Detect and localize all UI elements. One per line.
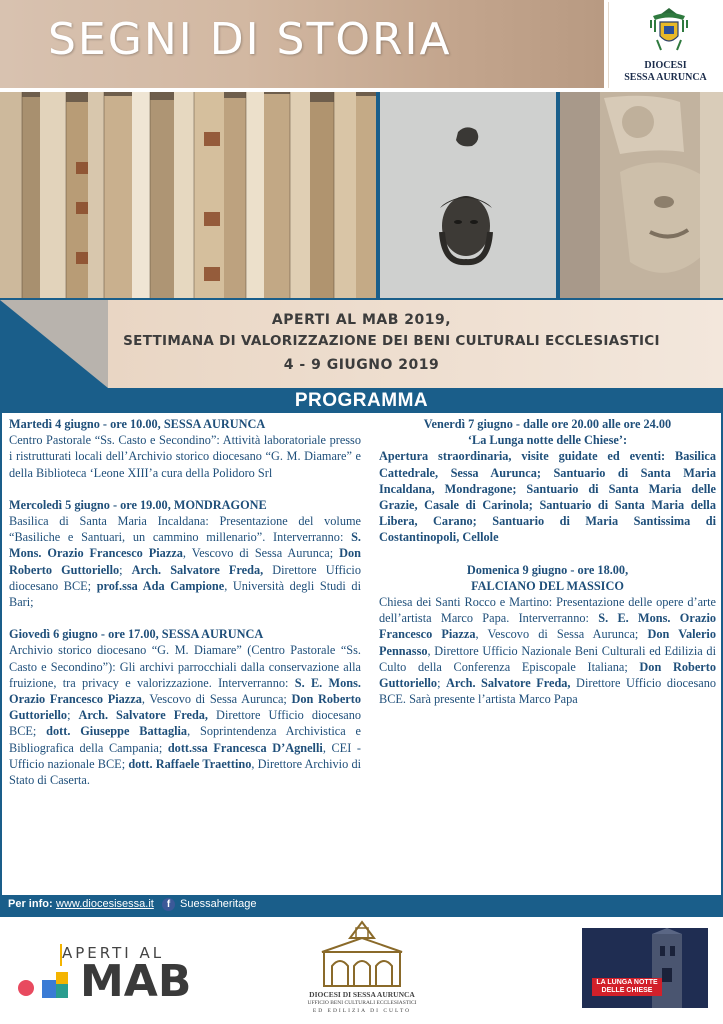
photo-stone-lion [560,92,723,298]
entry-highlight: Don Roberto Guttoriello [9,692,361,723]
diocese-name-line1: DIOCESI [644,60,687,71]
entry-text: , Vescovo di Sessa Aurunca; [141,692,292,707]
lunga-notte-logo [582,928,708,1008]
entry-highlight: prof.ssa Ada Campione [96,578,225,593]
entry-highlight: S. E. Mons. Orazio Francesco Piazza [9,675,362,707]
banner-title: APERTI AL MAB 2019, [271,312,452,328]
entry-heading: Domenica 9 giugno - ore 18.00, [466,562,629,577]
entry-text: , Direttore Ufficio Nazionale Beni Culturali ed Edilizia di Culto della Conferenza Episcopale Italiana; [379,643,716,674]
entry-body [379,448,716,545]
program-entry [9,416,361,481]
page-title: SEGNI DI STORIA [48,14,452,65]
banner-subtitle: SETTIMANA DI VALORIZZAZIONE DEI BENI CULTURALI ECCLESIASTICI [123,333,660,349]
program-left-column [9,416,361,804]
crest-icon [647,6,691,54]
entry-text: ; [437,676,447,691]
header [0,0,723,92]
facebook-icon[interactable]: f [162,898,175,911]
diocese-logo [608,2,721,88]
entry-text: , Università degli Studi di Bari; [9,578,361,610]
entry-highlight: Arch. Salvatore Freda, [78,708,209,723]
church-logo-line2: UFFICIO BENI CULTURALI ECCLESIASTICI [307,1000,417,1006]
title-band [0,0,604,88]
entry-text: Chiesa dei Santi Rocco e Martino: Presentazione delle opere d’arte dell’artista Marco Papa. Interverranno: [379,595,716,626]
program-entry [379,562,716,708]
lunga-notte-tag: LA LUNGA NOTTE DELLE CHIESE [592,978,662,996]
entry-body [379,594,716,707]
entry-highlight: Don Roberto Guttoriello [9,546,361,577]
entry-heading: Venerdì 7 giugno - dalle ore 20.00 alle ore 24.00 [423,417,672,431]
entry-highlight: dott. Raffaele Traettino [128,756,252,771]
program-title: PROGRAMMA [294,390,429,411]
entry-heading: Mercoledì 5 giugno - ore 19.00, MONDRAGONE [9,497,267,512]
entry-highlight: Apertura straordinaria, visite guidate ed eventi: Basilica Cattedrale, Sessa Aurunca; Santuario di Santa Maria Incaldana, Mondragone; Santuario di Santa Maria delle Grazie, Casale di Carinola; Santuario di Santa Maria della Libera, Carano; Santuario di Maria Santissima di Costantinopoli, Cellole [379,449,716,545]
program-right-column [379,416,716,723]
church-logo-line1: DIOCESI DI SESSA AURUNCA [309,990,415,999]
entry-highlight: dott.ssa Francesca D’Agnelli [167,740,323,755]
entry-highlight: S. Mons. Orazio Francesco Piazza [9,530,361,561]
entry-highlight: Don Roberto Guttoriello [379,659,716,691]
entry-subheading: FALCIANO DEL MASSICO [471,578,624,593]
entry-text: Direttore Ufficio diocesano BCE. Sarà presente l’artista Marco Papa [379,676,716,707]
entry-text: , CEI - Ufficio nazionale BCE; [9,740,361,771]
program-entry [379,416,716,546]
facebook-handle[interactable]: Suessaheritage [180,898,257,910]
entry-heading: Giovedì 6 giugno - ore 17.00, SESSA AURUNCA [9,627,264,642]
mab-logo-text: MAB [80,956,192,1007]
entry-text: , Vescovo di Sessa Aurunca; [475,627,648,642]
entry-highlight: Arch. Salvatore Freda, [446,676,571,691]
entry-heading: Martedì 4 giugno - ore 10.00, SESSA AURUNCA [9,417,266,431]
entry-body [9,432,361,481]
entry-text: Direttore Ufficio diocesano BCE; [9,708,361,739]
entry-body [9,642,361,788]
photo-strip [0,92,723,300]
church-logo [312,918,412,990]
info-label: Per info: [8,898,53,910]
entry-text: , Direttore Archivio di Stato di Caserta. [9,756,362,788]
photo-archive-books [0,92,376,298]
entry-subheading: ‘La Lunga notte delle Chiese’: [467,433,628,448]
entry-highlight: Don Valerio Pennasso [379,627,716,658]
church-logo-line3: ED EDILIZIA DI CULTO [312,1008,412,1014]
mab-logo-top: APERTI AL [62,944,165,962]
entry-highlight: S. E. Mons. Orazio Francesco Piazza [379,611,717,642]
entry-text: , Soprintendenza Archivistica e Bibliografica della Campania; [9,724,361,755]
photo-bronze-head [380,92,556,298]
entry-text: Direttore Ufficio diocesano BCE; [9,562,361,593]
diocese-name-line2: SESSA AURUNCA [624,72,707,83]
banner-dates: 4 - 9 GIUGNO 2019 [283,357,440,373]
entry-text: ; [119,562,132,577]
entry-text: , Vescovo di Sessa Aurunca; [182,546,340,561]
website-link[interactable]: www.diocesisessa.it [56,898,154,910]
entry-highlight: dott. Giuseppe Battaglia [46,724,188,739]
entry-text: ; [67,708,79,723]
entry-body [9,513,361,610]
entry-text: Centro Pastorale “Ss. Casto e Secondino”: Attività laboratoriale presso i ristrutturati locali dell’Archivio storico diocesano “G. M. Diamare” e della Biblioteca ‘Leone XIII’a cura della Polidoro Srl [9,433,361,480]
program-entry [9,626,361,788]
program-entry [9,497,361,610]
entry-highlight: Arch. Salvatore Freda, [131,562,264,577]
entry-text: Archivio storico diocesano “G. M. Diamare” (Centro Pastorale “Ss. Casto e Secondino”): Gli archivi parrocchiali dalla conservazione alla fruizione, tra privacy e valorizzazione. Interverranno: [9,643,361,690]
entry-text: Basilica di Santa Maria Incaldana: Presentazione del volume “Basiliche e Santuari, un cammino millenario”. Interverranno: [9,514,361,545]
